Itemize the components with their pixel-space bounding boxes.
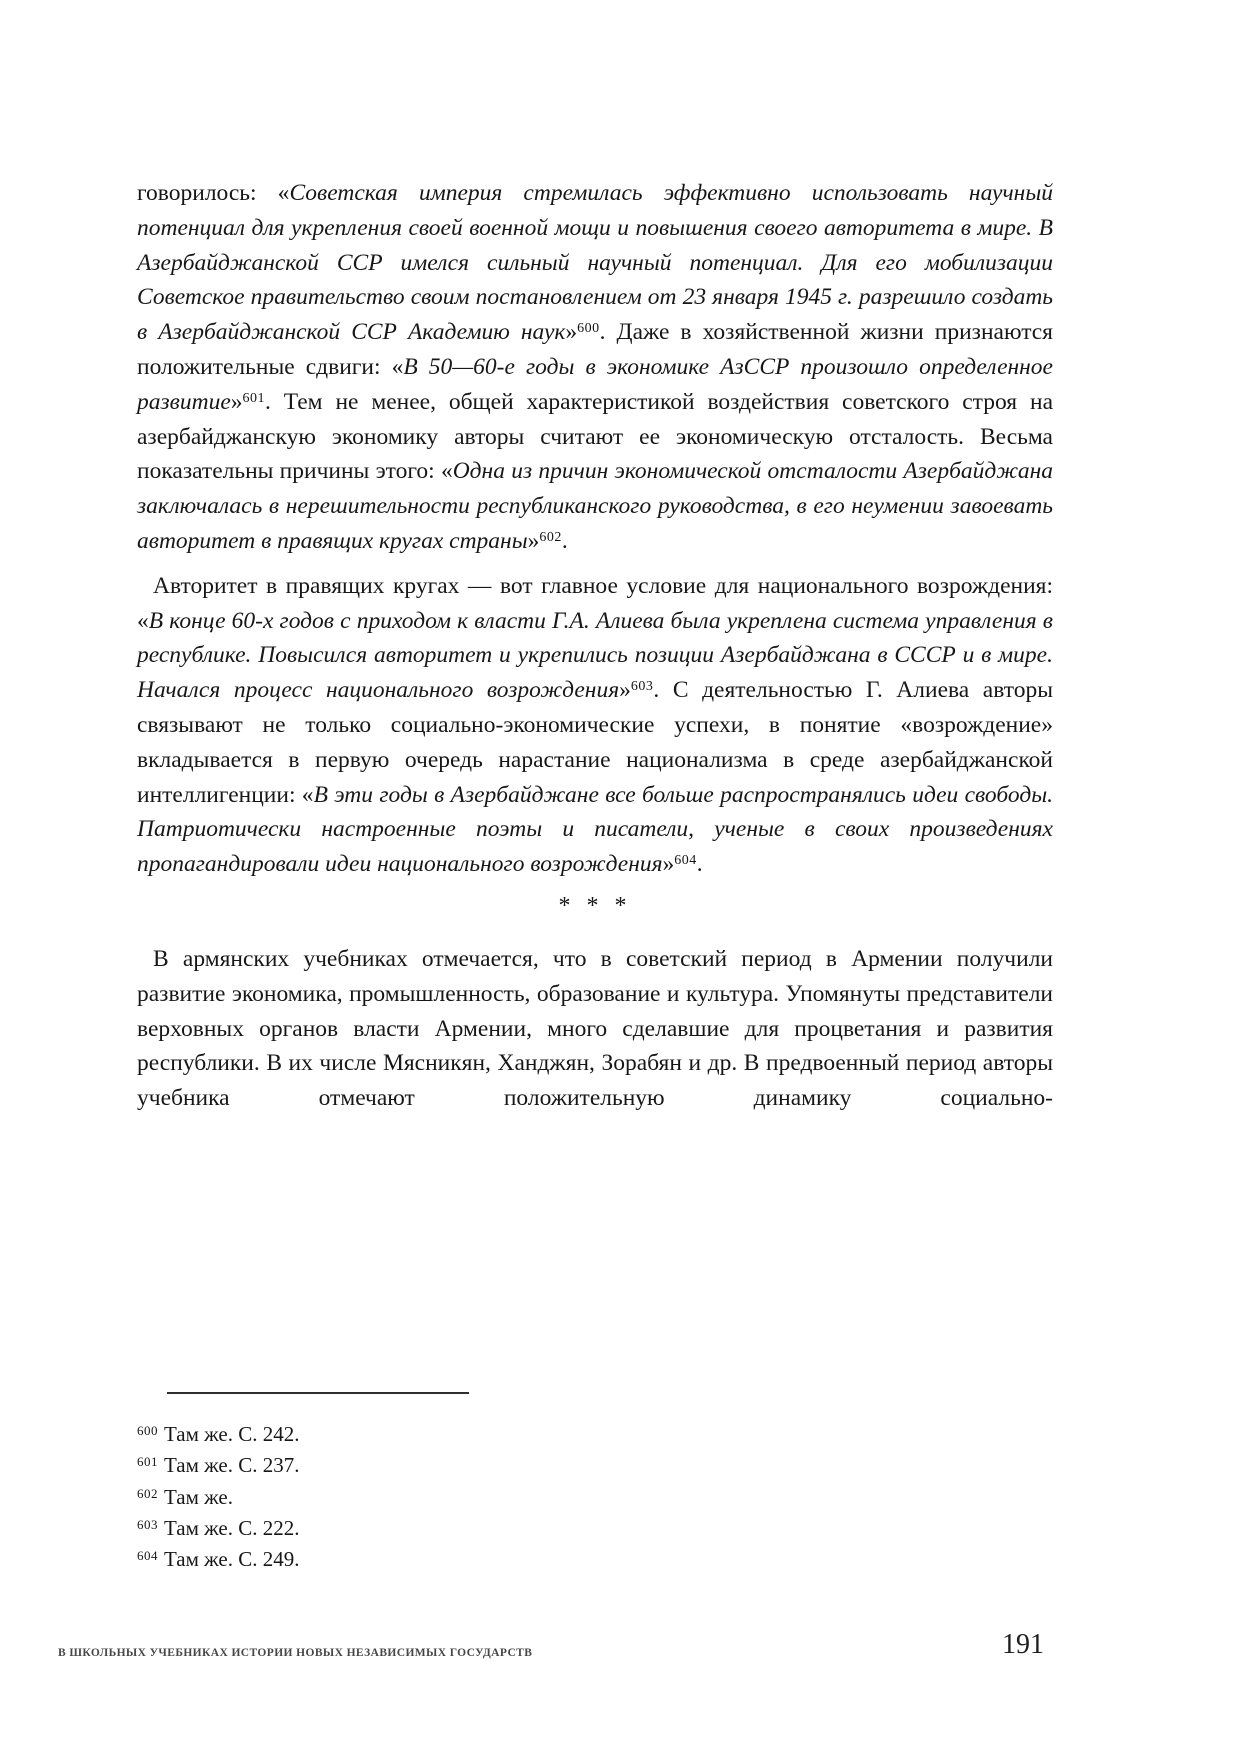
- body-text: [137, 176, 1053, 1116]
- footnote-ref: 601: [242, 390, 266, 406]
- footnotes-section: [137, 1384, 1053, 1575]
- text-run: .: [561, 527, 568, 554]
- footnote-marker: 604: [137, 1548, 158, 1564]
- footnote: [137, 1419, 1053, 1450]
- footnote-text: Там же. С. 249.: [164, 1547, 300, 1572]
- text-run: »: [619, 677, 631, 704]
- quoted-text: В конце 60-х годов с приходом к власти Г.А. Алиева была укреплена система управления в республике. Повысился авторитет и укрепились позиции Азербайджана в СССР и в мире. Начался процесс национального возрождения: [137, 607, 1053, 704]
- text-run: »: [565, 319, 578, 346]
- quoted-text: В 50—60-е годы в экономике АзССР произошло определенное развитие: [137, 353, 1053, 415]
- footnote-text: Там же.: [164, 1484, 233, 1509]
- footnote-ref: 603: [630, 679, 654, 695]
- text-run: говорилось: «: [137, 180, 290, 206]
- footnote-text: Там же. С. 237.: [164, 1453, 300, 1478]
- footnote-divider: [167, 1392, 469, 1394]
- running-footer: В ШКОЛЬНЫХ УЧЕБНИКАХ ИСТОРИИ НОВЫХ НЕЗАВИСИМЫХ ГОСУДАРСТВ: [58, 1647, 533, 1659]
- footnote-ref: 602: [539, 529, 562, 545]
- footnote: [137, 1513, 1053, 1544]
- page-number: 191: [1002, 1629, 1044, 1660]
- section-separator: * * *: [558, 892, 632, 919]
- text-run: В армянских учебниках отмечается, что в советский период в Армении получили развитие экономика, промышленность, образование и культура. Упомянуты представители верховных органов власти Армении, много сделавшие для процветания и развития республики. В их числе Мясникян, Ханджян, Зорабян и др. В предвоенный период авторы учебника отмечают положительную динамику социально-: [137, 945, 1053, 1112]
- footnote-marker: 601: [137, 1454, 158, 1470]
- footnote-text: Там же. С. 222.: [164, 1515, 300, 1540]
- footnote-text: Там же. С. 242.: [164, 1422, 300, 1446]
- paragraph: [137, 942, 1053, 1116]
- footnote-marker: 602: [137, 1485, 158, 1501]
- text-run: »: [527, 527, 540, 554]
- footnote-marker: 600: [137, 1423, 158, 1438]
- paragraph: [137, 176, 1053, 559]
- paragraph: [137, 569, 1053, 882]
- text-run: . Даже в хозяйственной жизни признаются положительные сдвиги: «: [137, 319, 1053, 380]
- text-run: Авторитет в правящих кругах — вот главное условие для национального возрождения: «: [137, 572, 1053, 634]
- text-run: »: [230, 388, 243, 415]
- text-run: .: [696, 851, 703, 878]
- footnote-marker: 603: [137, 1516, 158, 1532]
- footnote-ref: 604: [674, 853, 697, 869]
- quoted-text: Одна из причин экономической отсталости Азербайджана заключалась в нерешительности республиканского руководства, в его неумении завоевать авторитет в правящих кругах страны: [137, 458, 1053, 554]
- quoted-text: В эти годы в Азербайджане все больше распространялись идеи свободы. Патриотически настроенные поэты и писатели, ученые в своих произведениях пропагандировали идеи национального возрождения: [137, 781, 1054, 878]
- footnote: [137, 1450, 1053, 1481]
- text-run: . Тем не менее, общей характеристикой воздействия советского строя на азербайджанскую экономику авторы считают ее экономическую отсталость. Весьма показательны причины этого: «: [137, 388, 1053, 485]
- footnote-ref: 600: [577, 321, 600, 337]
- text-run: »: [662, 851, 675, 878]
- footnotes-list: [137, 1419, 1053, 1575]
- quoted-text: Советская империя стремилась эффективно использовать научный потенциал для укрепления своей военной мощи и повышения своего авторитета в мире. В Азербайджанской ССР имелся сильный научный потенциал. Для его мобилизации Советское правительство своим постановлением от 23 января 1945 г. разрешило создать в Азербайджанской ССР Академию наук: [137, 180, 1053, 346]
- footnote: [137, 1544, 1053, 1575]
- footnote: [137, 1482, 1053, 1513]
- text-run: . С деятельностью Г. Алиева авторы связывают не только социально-экономические успехи, в понятие «возрождение» вкладывается в первую очередь нарастание национализма в среде азербайджанской интеллигенции: «: [137, 677, 1053, 808]
